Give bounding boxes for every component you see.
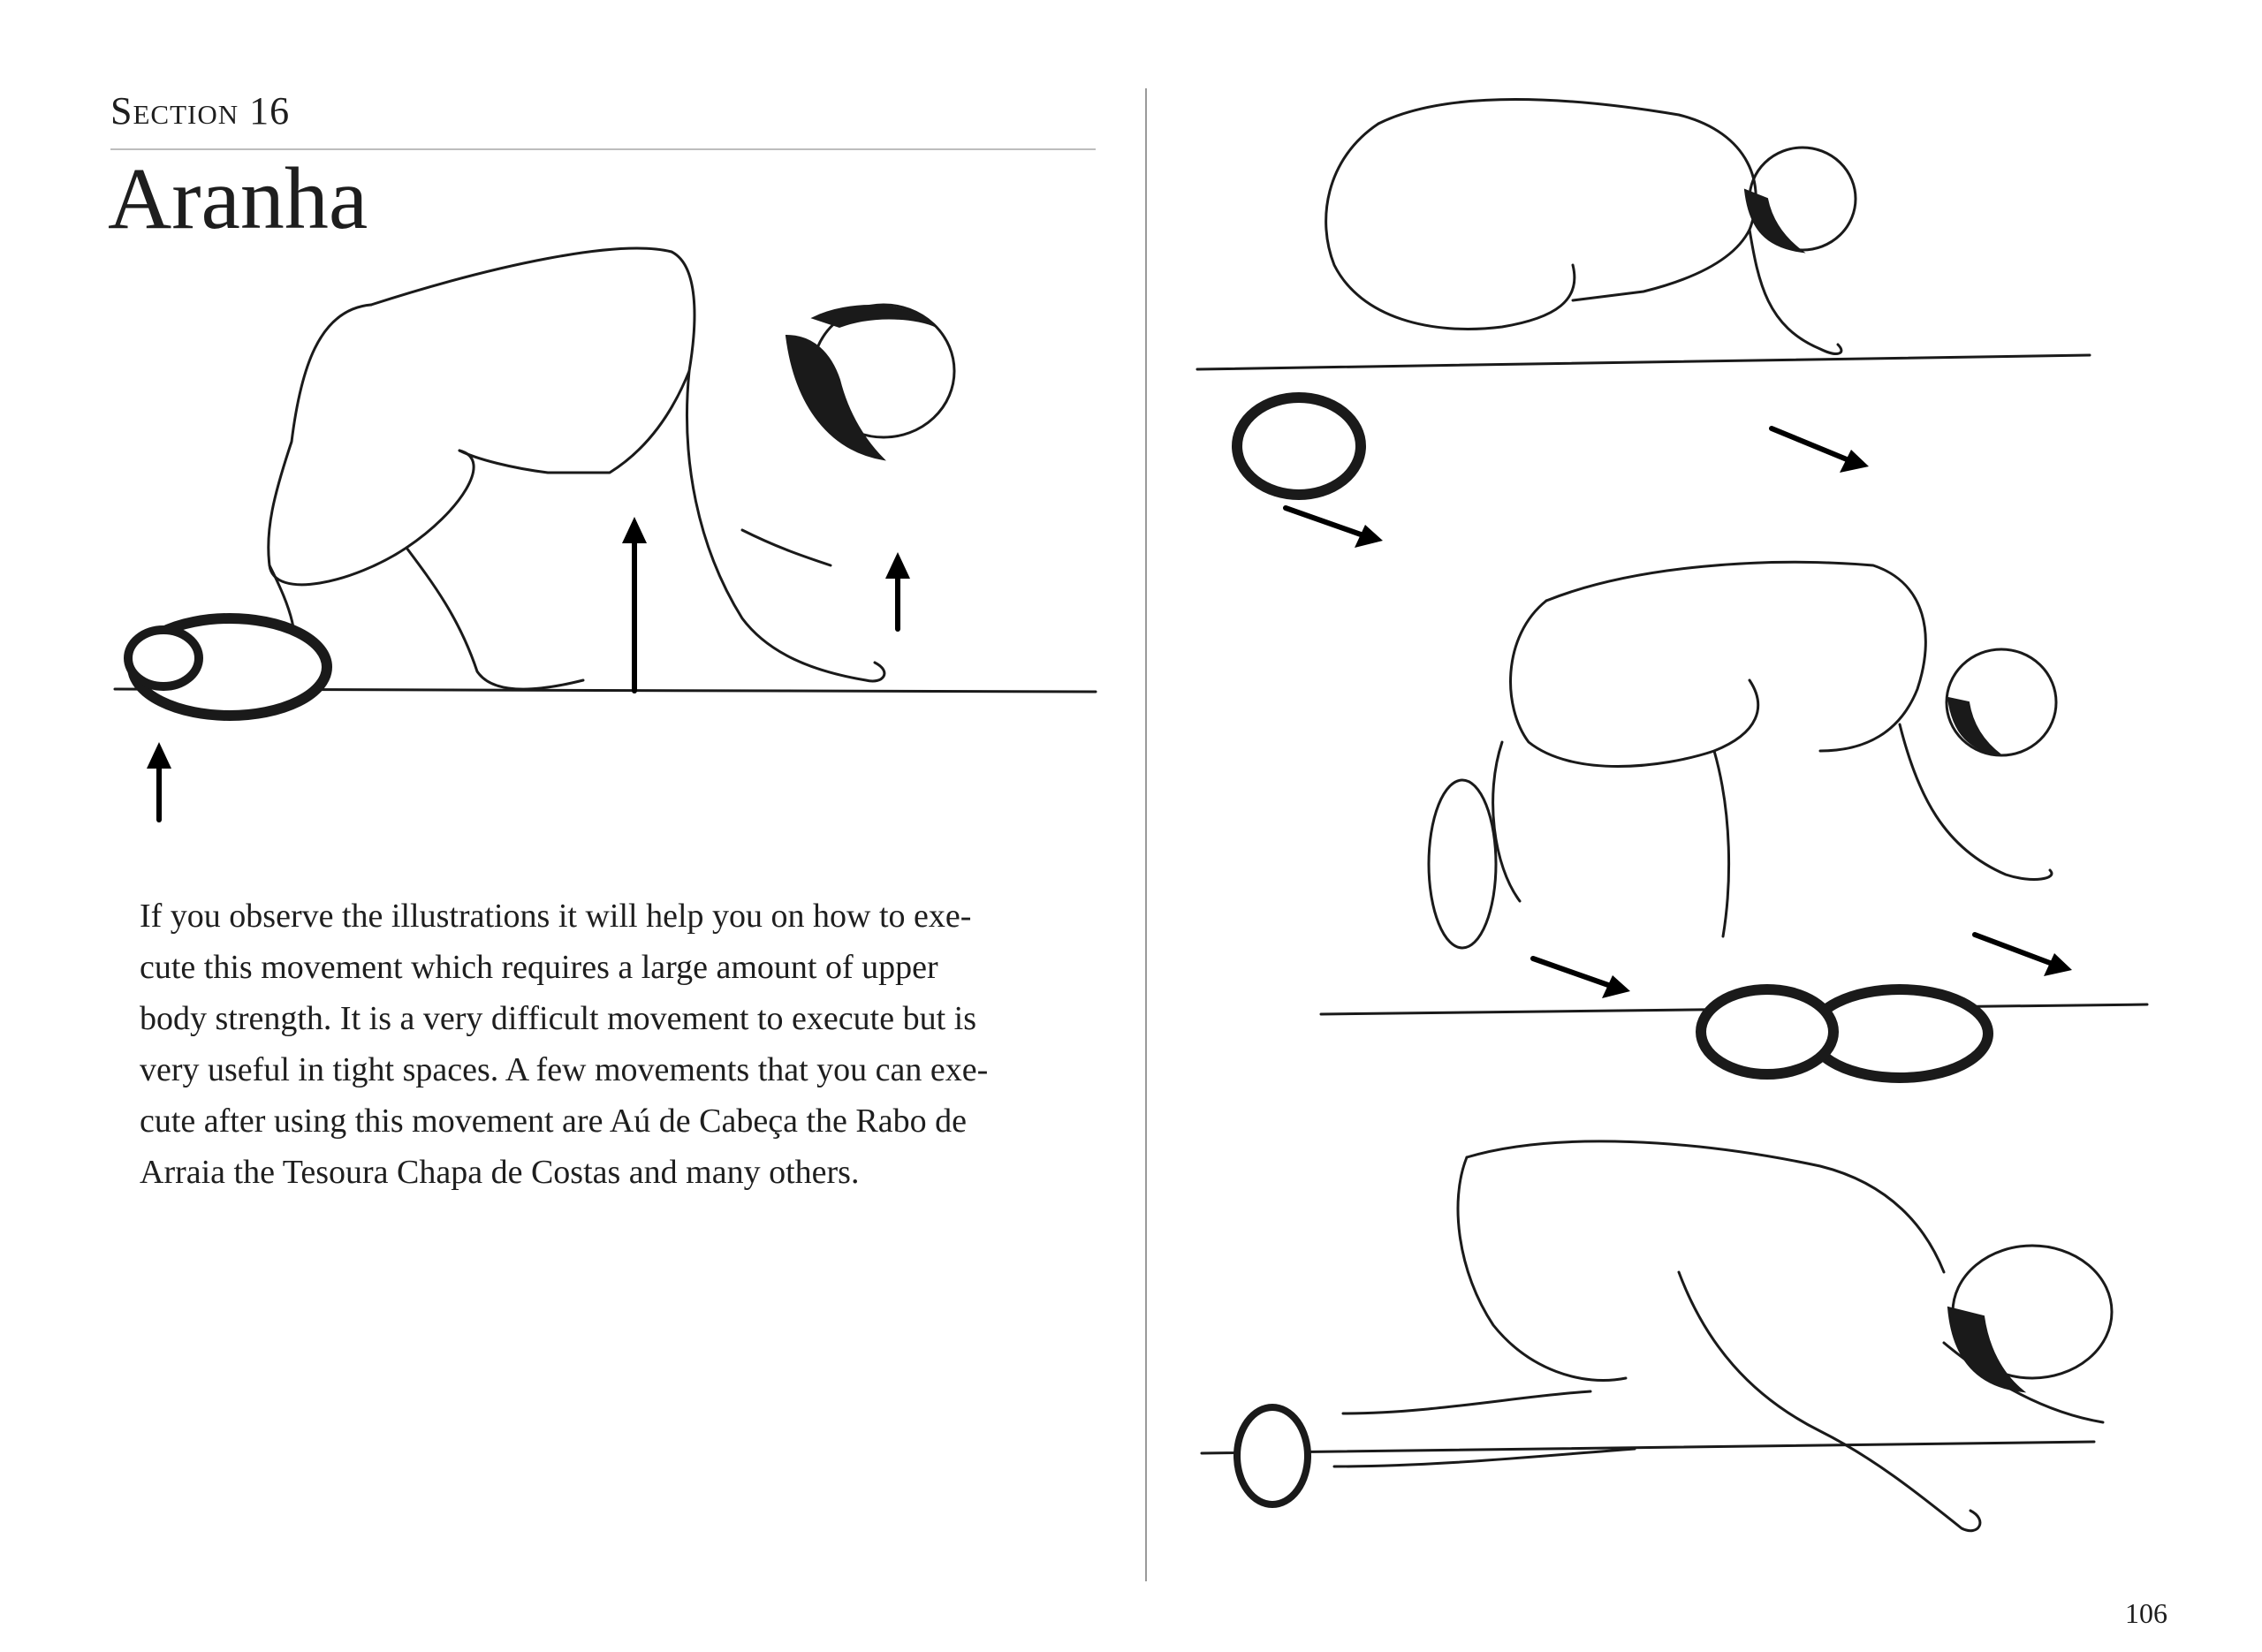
figure-2-beard	[1948, 698, 2001, 755]
page-title: Aranha	[108, 149, 368, 247]
arrow-1b	[1772, 428, 1847, 459]
figure-2-torso	[1546, 562, 1925, 751]
figure-3-leg	[1458, 1157, 1626, 1381]
figure-1-beard	[1745, 190, 1803, 252]
figure-2-shoe	[1429, 780, 1496, 948]
figure-3-arm	[1679, 1272, 1980, 1531]
arrow-1a	[1286, 508, 1361, 534]
figure-3-shoe	[1237, 1407, 1308, 1504]
page-number: 106	[2125, 1597, 2167, 1629]
section-label: Section 16	[110, 89, 291, 133]
figure-2-shoe-sole-b	[1701, 989, 1833, 1074]
arrow-2a	[1533, 959, 1608, 985]
figure-2-leg-lower	[1493, 742, 1729, 936]
figure-1-torso	[1378, 100, 1756, 301]
figure-2-leg	[1511, 601, 1758, 767]
sequence-step-1	[1197, 100, 2090, 549]
floor-line-3	[1202, 1442, 2094, 1453]
figure-3-torso	[1467, 1141, 1944, 1272]
sequence-step-3	[1202, 1141, 2112, 1531]
floor-line-1	[1197, 355, 2090, 369]
figure-3-beard	[1948, 1307, 2023, 1391]
sequence-step-2	[1321, 562, 2147, 1078]
arrow-2b	[1975, 935, 2050, 963]
figure-3-leg-lower	[1334, 1391, 1635, 1466]
figure-1-shoe-sole	[1237, 398, 1361, 495]
figure-1-leg	[1326, 124, 1575, 329]
body-paragraph: If you observe the illustrations it will help you on how to exe- cute this movement which requires a large amount of upper body strength. It is a very difficult movement to execute but is very useful in tight spaces. A few movements that you can exe- cute after using this movement are Aú de Cabeça the Rabo de Arraia the Tesoura Chapa de Costas and many others.	[140, 898, 989, 1191]
